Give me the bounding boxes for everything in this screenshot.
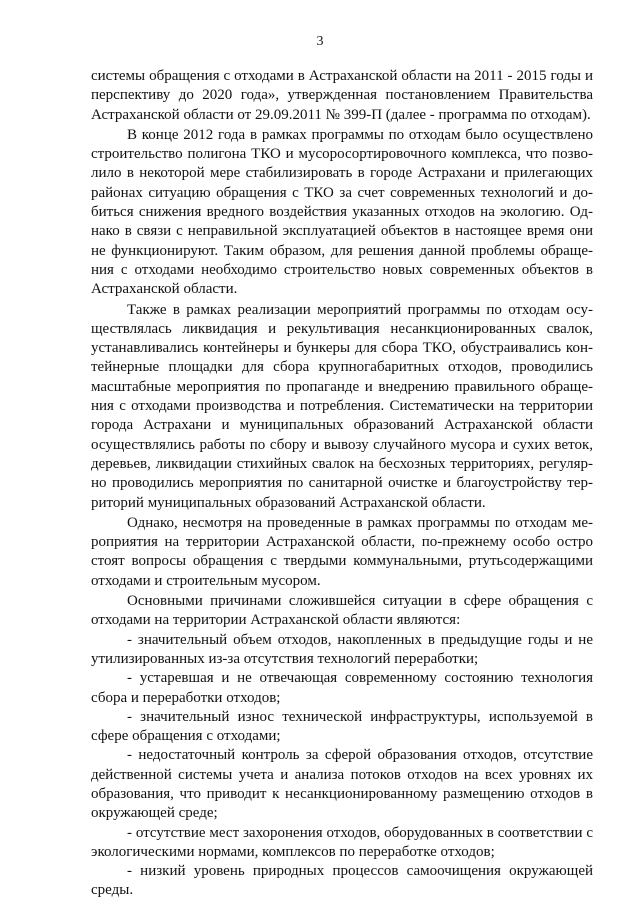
paragraph-remaining-issues: Однако, несмотря на проведенные в рамках программы по отходам мероприятия на территории Астраханской области, по-прежнему особо остро стоят вопросы обращения с твердыми коммунальными, ртутьсодержащими отходами и строительным мусором. — [91, 514, 593, 589]
paragraph-program-title-continuation: системы обращения с отходами в Астраханской области на 2011 - 2015 годы и перспективу до 2020 года», утвержденная постановлением Правительства Астраханской области от 29.09.2011 № 399-П (далее - программа по отходам). — [91, 68, 593, 123]
paragraph-landfill-construction: В конце 2012 года в рамках программы по отходам было осуществлено строительство полигона ТКО и мусоросортировочного комплекса, что позволило в некоторой мере стабилизировать в городе Астрахани и прилегающих районах ситуацию обращения с ТКО за счет современных технологий и добиться снижения вредного воздействия указанных отходов на экологию. Однако в связи с неправильной эксплуатацией объектов в настоящее время они не функционируют. Таким образом, для решения данной проблемы обращения с отходами необходимо строительство новых современных объектов в Астраханской области. — [91, 126, 593, 298]
paragraph-program-activities: Также в рамках реализации мероприятий программы по отходам осуществлялась ликвидация и рекультивация несанкционированных свалок, устанавливались контейнеры и бункеры для сбора ТКО, обустраивались контейнерные площадки для сбора крупногабаритных отходов, проводились масштабные мероприятия по пропаганде и внедрению правильного обращения с отходами производства и потребления. Систематически на территории города Астрахани и муниципальных образований Астраханской области осуществлялись работы по сбору и вывозу случайного мусора и сухих веток, деревьев, ликвидации стихийных свалок на бесхозных территориях, регулярно проводились мероприятия по санитарной очистке и благоустройству территорий муниципальных образований Астраханской области. — [91, 301, 593, 511]
list-item-low-self-purification: - низкий уровень природных процессов самоочищения окружающей среды. — [91, 863, 593, 899]
list-item-accumulated-waste: - значительный объем отходов, накопленных в предыдущие годы и не утилизированных из-за отсутствия технологий переработки; — [91, 631, 593, 667]
paragraph-main-causes-intro: Основными причинами сложившейся ситуации в сфере обращения с отходами на территории Астраханской области являются: — [91, 593, 593, 629]
list-item-outdated-technology: - устаревшая и не отвечающая современному состоянию технология сбора и переработки отходов; — [91, 670, 593, 706]
list-item-no-disposal-sites: - отсутствие мест захоронения отходов, оборудованных в соответствии с экологическими нормами, комплексов по переработке отходов; — [91, 824, 593, 860]
list-item-insufficient-control: - недостаточный контроль за сферой образования отходов, отсутствие действенной системы учета и анализа потоков отходов на всех уровнях их образования, что приводит к несанкционированному размещению отходов в окружающей среде; — [91, 747, 593, 822]
page-number: 3 — [316, 34, 324, 49]
list-item-infrastructure-wear: - значительный износ технической инфраструктуры, используемой в сфере обращения с отходами; — [91, 708, 593, 745]
document-body — [91, 67, 593, 901]
